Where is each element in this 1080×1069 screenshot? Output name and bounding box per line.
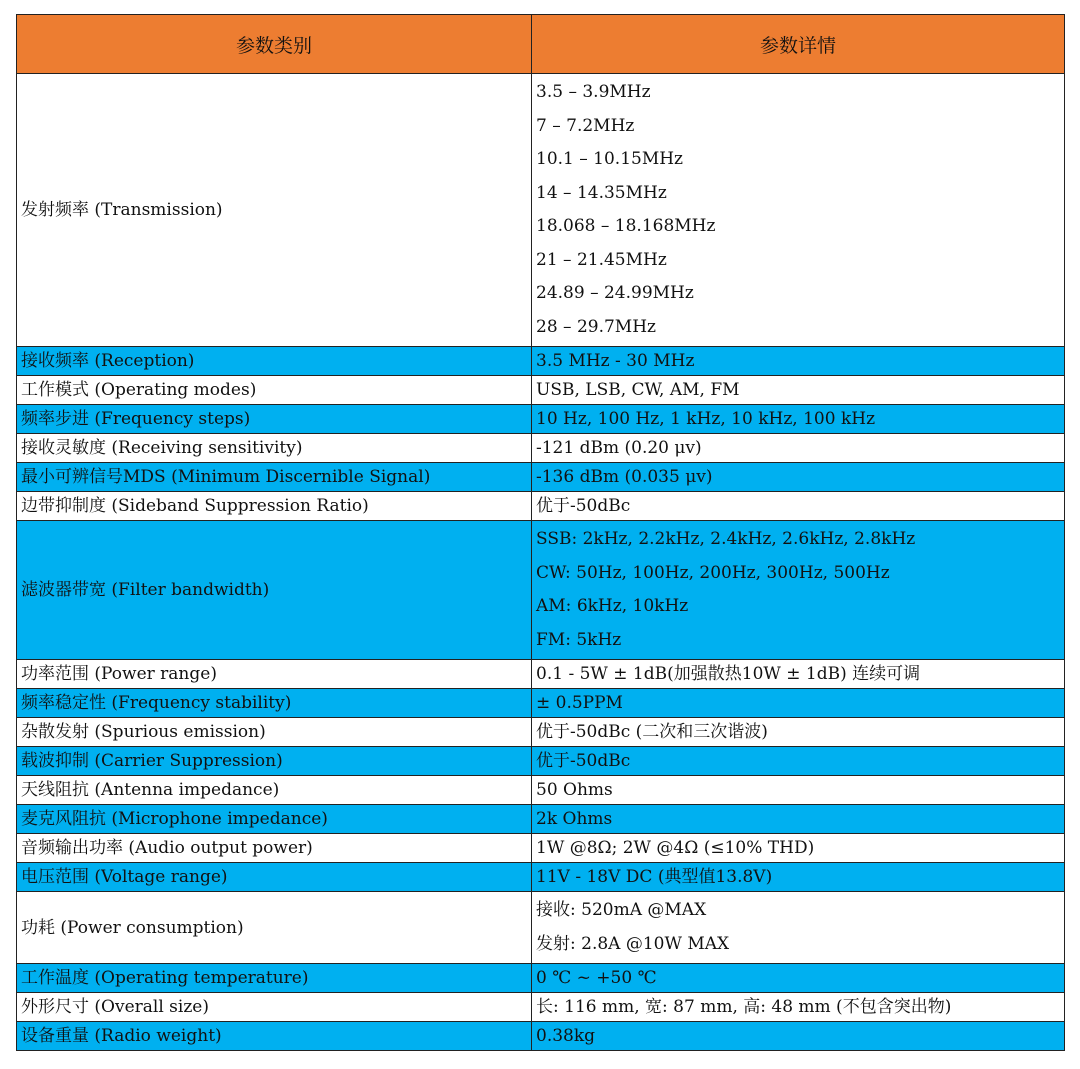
param-value-line: SSB: 2kHz, 2.2kHz, 2.4kHz, 2.6kHz, 2.8kHz	[536, 529, 916, 549]
table-row	[17, 347, 1065, 376]
table-body	[17, 74, 1065, 1051]
table-row	[17, 689, 1065, 718]
table-row	[17, 834, 1065, 863]
param-value: 0.38kg	[532, 1022, 1065, 1051]
param-label: 设备重量 (Radio weight)	[17, 1022, 532, 1051]
param-value: USB, LSB, CW, AM, FM	[532, 376, 1065, 405]
param-label: 频率稳定性 (Frequency stability)	[17, 689, 532, 718]
param-value: 0 ℃ ~ +50 ℃	[532, 964, 1065, 993]
param-value: -136 dBm (0.035 μv)	[532, 463, 1065, 492]
column-header-detail: 参数详情	[532, 15, 1065, 74]
param-value: 3.5 MHz - 30 MHz	[532, 347, 1065, 376]
spec-table	[16, 14, 1065, 1051]
table-row	[17, 718, 1065, 747]
param-label: 边带抑制度 (Sideband Suppression Ratio)	[17, 492, 532, 521]
table-row	[17, 405, 1065, 434]
param-value-line: 21 – 21.45MHz	[536, 249, 667, 270]
table-row	[17, 776, 1065, 805]
column-header-category: 参数类别	[17, 15, 532, 74]
table-row	[17, 463, 1065, 492]
param-label: 工作温度 (Operating temperature)	[17, 964, 532, 993]
param-value: 优于-50dBc	[532, 747, 1065, 776]
param-value	[532, 892, 1065, 964]
param-value-line: FM: 5kHz	[536, 629, 622, 650]
param-value: 2k Ohms	[532, 805, 1065, 834]
param-value: 0.1 - 5W ± 1dB(加强散热10W ± 1dB) 连续可调	[532, 660, 1065, 689]
table-row	[17, 660, 1065, 689]
param-label: 接收频率 (Reception)	[17, 347, 532, 376]
param-value-line: CW: 50Hz, 100Hz, 200Hz, 300Hz, 500Hz	[536, 562, 890, 583]
table-row	[17, 993, 1065, 1022]
param-value: ± 0.5PPM	[532, 689, 1065, 718]
table-row	[17, 1022, 1065, 1051]
param-value: 1W @8Ω; 2W @4Ω (≤10% THD)	[532, 834, 1065, 863]
param-value: 长: 116 mm, 宽: 87 mm, 高: 48 mm (不包含突出物)	[532, 993, 1065, 1022]
param-label: 频率步进 (Frequency steps)	[17, 405, 532, 434]
param-label: 功率范围 (Power range)	[17, 660, 532, 689]
param-value-line: 28 – 29.7MHz	[536, 316, 656, 337]
param-value: 11V - 18V DC (典型值13.8V)	[532, 863, 1065, 892]
param-label: 外形尺寸 (Overall size)	[17, 993, 532, 1022]
param-value-line: 7 – 7.2MHz	[536, 115, 635, 136]
param-label: 载波抑制 (Carrier Suppression)	[17, 747, 532, 776]
table-row	[17, 376, 1065, 405]
param-value-line: 接收: 520mA @MAX	[536, 900, 707, 920]
param-value-line: 3.5 – 3.9MHz	[536, 82, 651, 102]
param-label: 杂散发射 (Spurious emission)	[17, 718, 532, 747]
table-row	[17, 863, 1065, 892]
param-value: -121 dBm (0.20 μv)	[532, 434, 1065, 463]
param-value: 10 Hz, 100 Hz, 1 kHz, 10 kHz, 100 kHz	[532, 405, 1065, 434]
param-label: 音频输出功率 (Audio output power)	[17, 834, 532, 863]
table-row	[17, 521, 1065, 660]
table-row	[17, 74, 1065, 347]
param-value	[532, 74, 1065, 347]
param-label: 麦克风阻抗 (Microphone impedance)	[17, 805, 532, 834]
table-row	[17, 805, 1065, 834]
param-label: 发射频率 (Transmission)	[17, 74, 532, 347]
param-label: 电压范围 (Voltage range)	[17, 863, 532, 892]
param-value-line: AM: 6kHz, 10kHz	[536, 596, 689, 616]
param-value: 优于-50dBc	[532, 492, 1065, 521]
param-label: 最小可辨信号MDS (Minimum Discernible Signal)	[17, 463, 532, 492]
param-label: 天线阻抗 (Antenna impedance)	[17, 776, 532, 805]
param-label: 工作模式 (Operating modes)	[17, 376, 532, 405]
param-value-line: 18.068 – 18.168MHz	[536, 216, 716, 236]
param-label: 接收灵敏度 (Receiving sensitivity)	[17, 434, 532, 463]
param-value-line: 14 – 14.35MHz	[536, 182, 667, 203]
table-row	[17, 747, 1065, 776]
param-value	[532, 521, 1065, 660]
param-value-line: 10.1 – 10.15MHz	[536, 149, 684, 169]
param-value: 优于-50dBc (二次和三次谐波)	[532, 718, 1065, 747]
table-row	[17, 492, 1065, 521]
table-row	[17, 434, 1065, 463]
table-row	[17, 964, 1065, 993]
param-value-line: 发射: 2.8A @10W MAX	[536, 933, 730, 954]
table-header-row	[17, 15, 1065, 74]
param-label: 滤波器带宽 (Filter bandwidth)	[17, 521, 532, 660]
param-value-line: 24.89 – 24.99MHz	[536, 283, 694, 303]
param-label: 功耗 (Power consumption)	[17, 892, 532, 964]
param-value: 50 Ohms	[532, 776, 1065, 805]
table-row	[17, 892, 1065, 964]
